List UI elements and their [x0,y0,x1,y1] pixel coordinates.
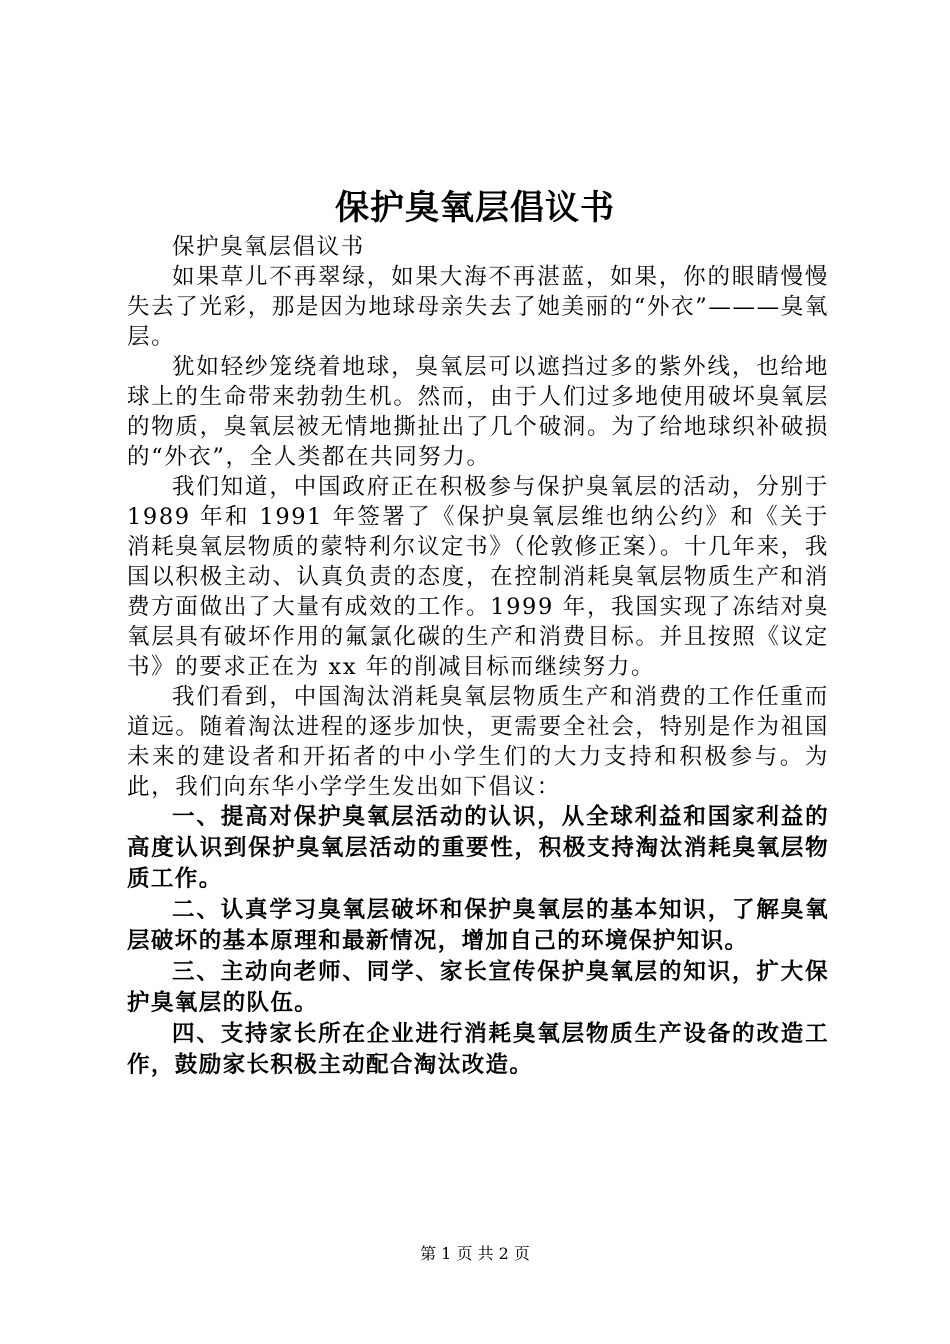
ozone-description-paragraph: 犹如轻纱笼绕着地球，臭氧层可以遮挡过多的紫外线，也给地球上的生命带来勃勃生机。然而，由于人们过多地使用破坏臭氧层的物质，臭氧层被无情地撕扯出了几个破洞。为了给地球织补破损的“外衣”，全人类都在共同努力。 [127,354,829,470]
proposal-item-4: 四、支持家长所在企业进行消耗臭氧层物质生产设备的改造工作，鼓励家长积极主动配合淘汰改造。 [127,1021,829,1078]
document-body [127,232,829,1081]
proposal-item-3: 三、主动向老师、同学、家长宣传保护臭氧层的知识，扩大保护臭氧层的队伍。 [127,959,829,1016]
proposal-item-2: 二、认真学习臭氧层破坏和保护臭氧层的基本知识，了解臭氧层破坏的基本原理和最新情况，增加自己的环境保护知识。 [127,897,829,954]
subtitle-paragraph: 保护臭氧层倡议书 [172,234,365,260]
page-number-footer: 第 1 页 共 2 页 [420,1244,530,1263]
proposal-item-1: 一、提高对保护臭氧层活动的认识，从全球利益和国家利益的高度认识到保护臭氧层活动的重要性，积极支持淘汰消耗臭氧层物质工作。 [127,804,829,892]
intro-paragraph: 如果草儿不再翠绿，如果大海不再湛蓝，如果，你的眼睛慢慢失去了光彩，那是因为地球母亲失去了她美丽的“外衣”———臭氧层。 [127,264,829,350]
china-efforts-paragraph: 我们知道，中国政府正在积极参与保护臭氧层的活动，分别于 1989 年和 1991 年签署了《保护臭氧层维也纳公约》和《关于消耗臭氧层物质的蒙特利尔议定书》（伦敦修正案）。十几年来，我国以积极主动、认真负责的态度，在控制消耗臭氧层物质生产和消费方面做出了大量有成效的工作。1999 年，我国实现了冻结对臭氧层具有破坏作用的氟氯化碳的生产和消费目标。并且按照《议定书》的要求正在为 xx 年的削减目标而继续努力。 [127,474,829,680]
call-to-action-paragraph: 我们看到，中国淘汰消耗臭氧层物质生产和消费的工作任重而道远。随着淘汰进程的逐步加快，更需要全社会，特别是作为祖国未来的建设者和开拓者的中小学生们的大力支持和积极参与。为此，我们向东华小学学生发出如下倡议： [127,684,829,800]
document-title: 保护臭氧层倡议书 [335,188,615,228]
